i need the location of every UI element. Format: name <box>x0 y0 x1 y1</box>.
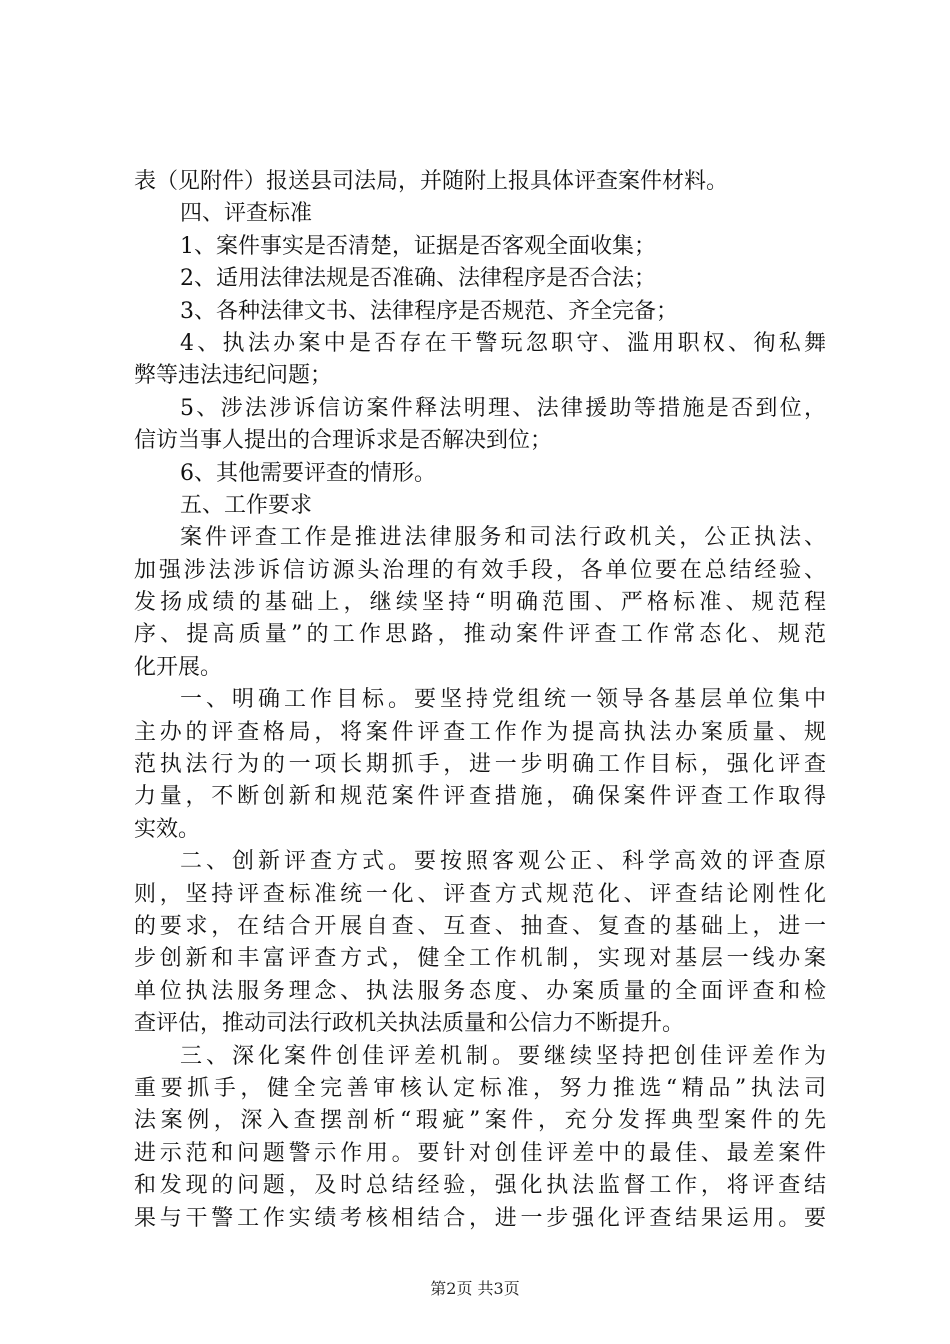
text-line: 表（见附件）报送县司法局，并随附上报具体评查案件材料。 <box>134 169 729 194</box>
text-line: 五、工作要求 <box>180 492 313 518</box>
text-line: 加强涉法涉诉信访源头治理的有效手段，各单位要在总结经验、 <box>134 557 826 583</box>
text-line: 和发现的问题，及时总结经验，强化执法监督工作，将评查结 <box>134 1173 826 1199</box>
text-line: 6、其他需要评查的情形。 <box>180 460 436 486</box>
text-line: 二、创新评查方式。要按照客观公正、科学高效的评查原 <box>180 849 826 875</box>
text-line: 3、各种法律文书、法律程序是否规范、齐全完备； <box>180 298 678 324</box>
text-line: 5、涉法涉诉信访案件释法明理、法律援助等措施是否到位， <box>180 395 826 421</box>
text-line: 实效。 <box>134 816 201 842</box>
text-line: 重要抓手，健全完善审核认定标准，努力推选“精品”执法司 <box>134 1075 826 1101</box>
text-line: 则，坚持评查标准统一化、评查方式规范化、评查结论刚性化 <box>134 881 826 907</box>
text-line: 4、执法办案中是否存在干警玩忽职守、滥用职权、徇私舞 <box>180 330 826 356</box>
text-line: 范执法行为的一项长期抓手，进一步明确工作目标，强化评查 <box>134 752 826 778</box>
text-line: 序、提高质量”的工作思路，推动案件评查工作常态化、规范 <box>134 622 826 648</box>
text-line: 一、明确工作目标。要坚持党组统一领导各基层单位集中 <box>180 687 826 713</box>
page-footer <box>0 1276 950 1299</box>
text-line: 发扬成绩的基础上，继续坚持“明确范围、严格标准、规范程 <box>134 590 826 616</box>
text-line: 四、评查标准 <box>180 201 313 227</box>
text-line: 弊等违法违纪问题； <box>134 363 333 389</box>
text-line: 单位执法服务理念、执法服务态度、办案质量的全面评查和检 <box>134 978 826 1004</box>
text-line: 的要求，在结合开展自查、互查、抽查、复查的基础上，进一 <box>134 913 826 939</box>
text-line: 三、深化案件创佳评差机制。要继续坚持把创佳评差作为 <box>180 1043 826 1069</box>
page-number-label: 第2页 共3页 <box>430 1279 520 1298</box>
text-line: 力量，不断创新和规范案件评查措施，确保案件评查工作取得 <box>134 784 826 810</box>
text-line: 化开展。 <box>134 654 223 680</box>
text-line: 果与干警工作实绩考核相结合，进一步强化评查结果运用。要 <box>134 1205 826 1231</box>
text-line: 1、案件事实是否清楚，证据是否客观全面收集； <box>180 233 656 259</box>
document-body <box>134 166 826 1235</box>
text-line: 2、适用法律法规是否准确、法律程序是否合法； <box>180 266 656 292</box>
text-line: 信访当事人提出的合理诉求是否解决到位； <box>134 428 553 454</box>
text-line: 主办的评查格局，将案件评查工作作为提高执法办案质量、规 <box>134 719 826 745</box>
text-line: 步创新和丰富评查方式，健全工作机制，实现对基层一线办案 <box>134 946 826 972</box>
text-line: 案件评查工作是推进法律服务和司法行政机关，公正执法、 <box>180 525 826 551</box>
text-line: 法案例，深入查摆剖析“瑕疵”案件，充分发挥典型案件的先 <box>134 1108 826 1134</box>
text-line: 查评估，推动司法行政机关执法质量和公信力不断提升。 <box>134 1011 685 1037</box>
text-line: 进示范和问题警示作用。要针对创佳评差中的最佳、最差案件 <box>134 1140 826 1166</box>
